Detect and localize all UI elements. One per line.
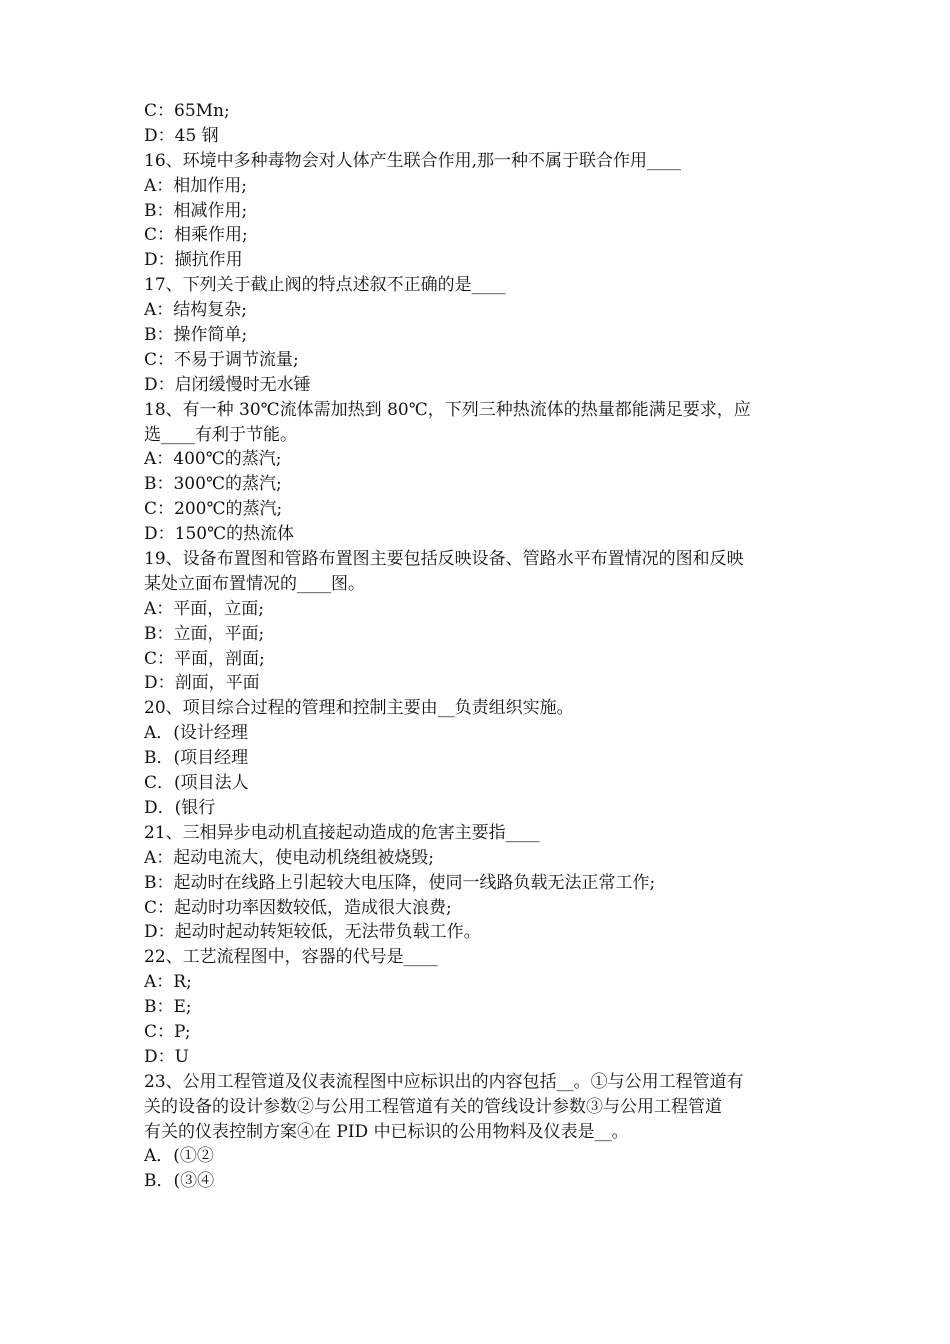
text-line: B：立面，平面; (144, 623, 265, 644)
text-line: 18、有一种 30℃流体需加热到 80℃，下列三种热流体的热量都能满足要求，应 (144, 399, 751, 420)
text-line: D：撷抗作用 (144, 250, 243, 271)
text-line: D：U (144, 1046, 189, 1067)
text-line: D：起动时起动转矩较低，无法带负载工作。 (144, 922, 481, 943)
text-line: C：平面，剖面; (144, 648, 265, 669)
text-line: 16、环境中多种毒物会对人体产生联合作用,那一种不属于联合作用____ (144, 150, 682, 171)
text-line: D：剖面，平面 (144, 673, 260, 694)
text-line: A．(设计经理 (144, 723, 248, 744)
text-line: B：相减作用; (144, 200, 248, 221)
text-line: B：300℃的蒸汽; (144, 474, 282, 495)
text-line: A：结构复杂; (144, 300, 248, 321)
text-line: C：相乘作用; (144, 225, 248, 246)
text-line: 20、项目综合过程的管理和控制主要由__负责组织实施。 (144, 698, 574, 719)
text-line: A：平面，立面; (144, 598, 265, 619)
text-line: D：45 钢 (144, 125, 219, 146)
text-line: D：启闭缓慢时无水锤 (144, 374, 311, 395)
text-line: 19、设备布置图和管路布置图主要包括反映设备、管路水平布置情况的图和反映 (144, 549, 744, 570)
text-line: A：相加作用; (144, 175, 248, 196)
text-line: C：65Mn; (144, 101, 230, 121)
text-line: C：P; (144, 1021, 191, 1042)
text-line: B：起动时在线路上引起较大电压降，使同一线路负载无法正常工作; (144, 872, 656, 893)
text-line: C：不易于调节流量; (144, 349, 299, 370)
text-line: 21、三相异步电动机直接起动造成的危害主要指____ (144, 822, 540, 843)
text-line: D：150℃的热流体 (144, 524, 295, 545)
document-page (144, 99, 814, 1194)
text-line: 选____有利于节能。 (144, 424, 297, 445)
text-line: B．(项目经理 (144, 748, 249, 769)
text-line: 17、下列关于截止阀的特点述叙不正确的是____ (144, 275, 506, 296)
text-line: C：200℃的蒸汽; (144, 499, 283, 520)
text-line: B：操作简单; (144, 325, 248, 346)
text-line: B：E; (144, 997, 192, 1018)
text-line: A：起动电流大，使电动机绕组被烧毁; (144, 847, 435, 868)
text-line: A．(①② (144, 1146, 214, 1167)
text-line: D．(银行 (144, 797, 216, 818)
text-line: B．(③④ (144, 1171, 215, 1192)
text-line: C．(项目法人 (144, 773, 249, 794)
text-line: 有关的仪表控制方案④在 PID 中已标识的公用物料及仪表是__。 (144, 1121, 629, 1142)
text-line: A：R; (144, 972, 192, 993)
text-line: A：400℃的蒸汽; (144, 449, 282, 470)
text-line: C：起动时功率因数较低，造成很大浪费; (144, 897, 452, 918)
text-line: 某处立面布置情况的____图。 (144, 573, 365, 594)
text-line: 22、工艺流程图中，容器的代号是____ (144, 947, 438, 968)
text-line: 23、公用工程管道及仪表流程图中应标识出的内容包括__。①与公用工程管道有 (144, 1071, 744, 1092)
text-line: 关的设备的设计参数②与公用工程管道有关的管线设计参数③与公用工程管道 (144, 1096, 722, 1117)
